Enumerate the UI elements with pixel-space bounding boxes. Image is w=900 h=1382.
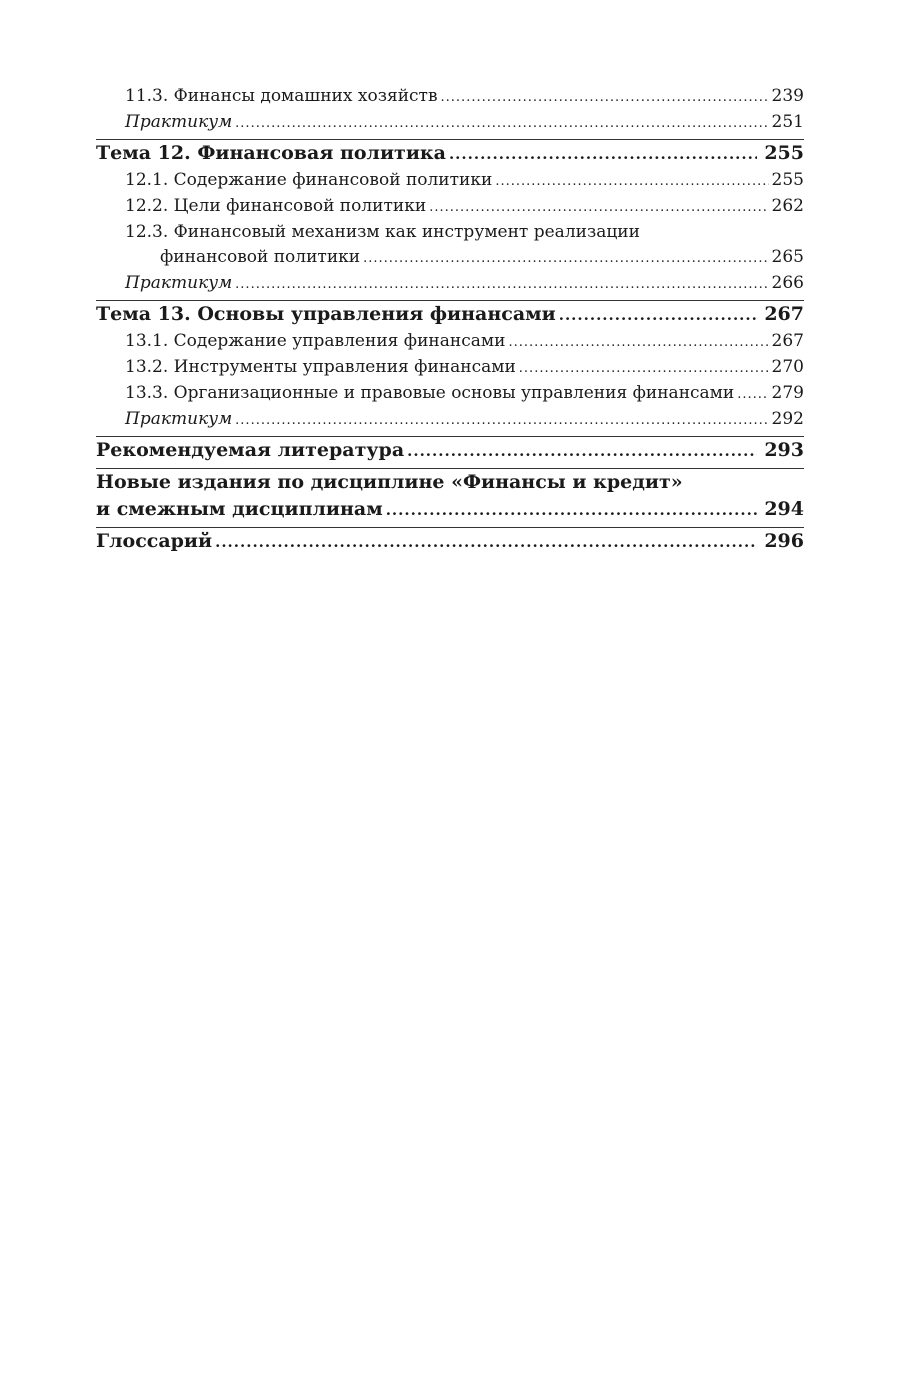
- toc-entry-title: Практикум: [125, 273, 233, 293]
- toc-entry-13-practicum[interactable]: [96, 407, 804, 433]
- dot-leader: [449, 140, 757, 168]
- toc-entry-page: 265: [771, 247, 804, 267]
- toc-topic-title: Тема 13. Основы управления финансами: [96, 303, 556, 325]
- toc-entry-page: 262: [771, 196, 804, 216]
- dot-leader: [519, 355, 769, 381]
- toc-entry-13-1[interactable]: [96, 329, 804, 355]
- toc-entry-page: 279: [771, 383, 804, 403]
- toc-entry-page: 251: [771, 112, 804, 132]
- toc-topic-title: Рекомендуемая литература: [96, 439, 405, 461]
- toc-entry-title: финансовой политики: [160, 247, 361, 267]
- dot-leader: [559, 301, 758, 329]
- toc-entry-title: 11.3. Финансы домашних хозяйств: [125, 86, 438, 106]
- toc-topic-title: Тема 12. Финансовая политика: [96, 142, 446, 164]
- toc-topic-page: 296: [764, 530, 804, 552]
- toc-entry-12-practicum[interactable]: [96, 271, 804, 297]
- toc-entry-title: Практикум: [125, 409, 233, 429]
- toc-new-editions-line1[interactable]: Новые издания по дисциплине «Финансы и кредит»: [96, 471, 683, 493]
- toc-entry-page: 292: [771, 409, 804, 429]
- dot-leader: [386, 496, 758, 524]
- dot-leader: [235, 110, 768, 136]
- toc-entry-title: 13.3. Организационные и правовые основы управления финансами: [125, 383, 735, 403]
- toc-entry-title: 13.1. Содержание управления финансами: [125, 331, 506, 351]
- toc-topic-page: 293: [764, 439, 804, 461]
- toc-entry-page: 255: [771, 170, 804, 190]
- toc-entry-12-3-line1[interactable]: 12.3. Финансовый механизм как инструмент реализации: [125, 222, 640, 242]
- toc-literature[interactable]: [96, 437, 804, 465]
- toc-entry-title: Практикум: [125, 112, 233, 132]
- toc-entry-page: 266: [771, 273, 804, 293]
- toc-topic-page: 255: [764, 142, 804, 164]
- table-of-contents: [96, 84, 804, 556]
- dot-leader: [235, 271, 768, 297]
- dot-leader: [441, 84, 769, 110]
- toc-entry-12-3[interactable]: [96, 245, 804, 271]
- dot-leader: [737, 381, 768, 407]
- toc-entry-page: 239: [771, 86, 804, 106]
- toc-entry-title: 12.1. Содержание финансовой политики: [125, 170, 493, 190]
- dot-leader: [363, 245, 768, 271]
- toc-entry-12-1[interactable]: [96, 168, 804, 194]
- toc-entry-12-2[interactable]: [96, 194, 804, 220]
- toc-topic-title: и смежным дисциплинам: [96, 498, 383, 520]
- toc-entry-page: 267: [771, 331, 804, 351]
- dot-leader: [429, 194, 768, 220]
- dot-leader: [407, 437, 757, 465]
- toc-entry-13-2[interactable]: [96, 355, 804, 381]
- toc-topic-page: 294: [764, 498, 804, 520]
- toc-glossary[interactable]: [96, 528, 804, 556]
- toc-entry-13-3[interactable]: [96, 381, 804, 407]
- dot-leader: [235, 407, 768, 433]
- dot-leader: [215, 528, 757, 556]
- toc-topic-title: Глоссарий: [96, 530, 213, 552]
- toc-entry-page: 270: [771, 357, 804, 377]
- toc-new-editions[interactable]: [96, 496, 804, 524]
- toc-topic-page: 267: [764, 303, 804, 325]
- dot-leader: [508, 329, 768, 355]
- dot-leader: [495, 168, 768, 194]
- toc-entry-11-3[interactable]: [96, 84, 804, 110]
- toc-entry-title: 13.2. Инструменты управления финансами: [125, 357, 516, 377]
- toc-entry-11-practicum[interactable]: [96, 110, 804, 136]
- toc-topic-13[interactable]: [96, 301, 804, 329]
- toc-entry-title: 12.2. Цели финансовой политики: [125, 196, 427, 216]
- toc-topic-12[interactable]: [96, 140, 804, 168]
